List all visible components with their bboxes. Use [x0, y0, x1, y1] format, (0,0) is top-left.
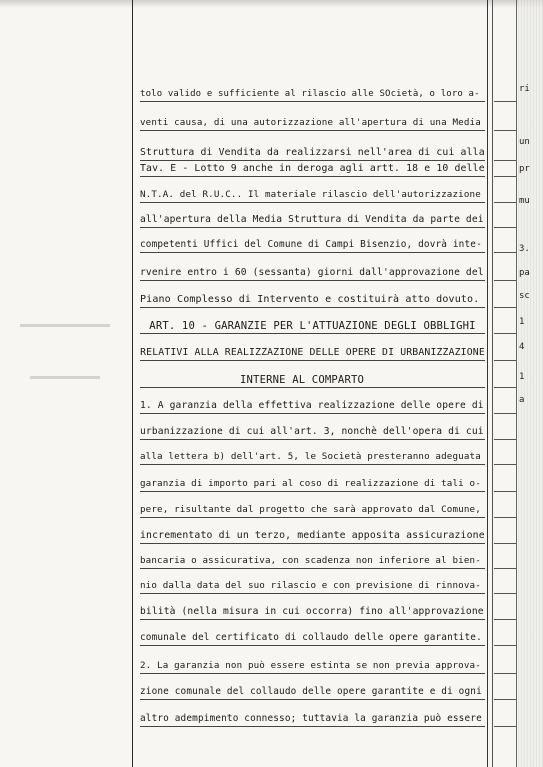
- right-writing-rule: [494, 464, 516, 465]
- writing-rule: [140, 413, 485, 414]
- text-line: Struttura di Vendita da realizzarsi nell'area di cui alla: [140, 147, 485, 158]
- right-writing-rule: [494, 101, 516, 102]
- text-line: 2. La garanzia non può essere estinta se non previa approva-: [140, 660, 481, 671]
- writing-rule: [140, 280, 485, 281]
- right-writing-rule: [494, 593, 516, 594]
- writing-rule: [140, 176, 485, 177]
- right-writing-rule: [494, 726, 516, 727]
- scan-smudge: [20, 324, 110, 327]
- text-line: altro adempimento connesso; tuttavia la garanzia può essere: [140, 713, 482, 724]
- right-writing-rule: [494, 413, 516, 414]
- margin-note: sc: [519, 291, 530, 301]
- article-heading: RELATIVI ALLA REALIZZAZIONE DELLE OPERE DI URBANIZZAZIONE: [140, 347, 485, 358]
- text-line: Piano Complesso di Intervento e costituirà atto dovuto.: [140, 294, 480, 305]
- article-heading: ART. 10 - GARANZIE PER L'ATTUAZIONE DEGLI OBBLIGHI: [149, 320, 476, 332]
- writing-rule: [140, 673, 485, 674]
- writing-rule: [140, 543, 485, 544]
- text-line: rvenire entro i 60 (sessanta) giorni dall'approvazione del: [140, 267, 484, 278]
- text-line: tolo valido e sufficiente al rilascio alle SOcietà, o loro a-: [140, 89, 480, 99]
- margin-note: pr: [519, 164, 530, 174]
- right-writing-rule: [494, 130, 516, 131]
- right-writing-rule: [494, 387, 516, 388]
- text-line: pere, risultante dal progetto che sarà approvato dal Comune,: [140, 504, 481, 515]
- text-line: nio dalla data del suo rilascio e con previsione di rinnova-: [140, 580, 481, 591]
- scan-top-band: [0, 0, 543, 8]
- text-line: urbanizzazione di cui all'art. 3, nonchè dell'opera di cui: [140, 426, 484, 437]
- text-line: Tav. E - Lotto 9 anche in deroga agli artt. 18 e 10 delle: [140, 163, 485, 174]
- text-line: N.T.A. del R.U.C.. Il materiale rilascio dell'autorizzazione: [140, 189, 481, 200]
- writing-rule: [140, 517, 485, 518]
- writing-rule: [140, 202, 485, 203]
- margin-note: 1: [519, 372, 525, 382]
- writing-rule: [140, 726, 485, 727]
- writing-rule: [140, 439, 485, 440]
- left-margin-rule: [132, 0, 133, 767]
- margin-note: ri: [519, 84, 530, 94]
- writing-rule: [140, 307, 485, 308]
- right-margin-rule-3: [516, 0, 517, 767]
- right-writing-rule: [494, 568, 516, 569]
- text-line: incrementato di un terzo, mediante apposita assicurazione: [140, 530, 485, 541]
- margin-note: 3.: [519, 244, 530, 254]
- right-writing-rule: [494, 307, 516, 308]
- margin-note: 1: [519, 317, 525, 327]
- writing-rule: [140, 333, 485, 334]
- text-line: all'apertura della Media Struttura di Vendita da parte dei: [140, 214, 484, 225]
- right-writing-rule: [494, 619, 516, 620]
- right-writing-rule: [494, 252, 516, 253]
- writing-rule: [140, 130, 485, 131]
- text-line: alla lettera b) dell'art. 5, le Società presteranno adeguata: [140, 451, 481, 462]
- right-margin-rule-2: [492, 0, 493, 767]
- right-writing-rule: [494, 280, 516, 281]
- writing-rule: [140, 645, 485, 646]
- right-writing-rule: [494, 543, 516, 544]
- right-writing-rule: [494, 202, 516, 203]
- text-line: 1. A garanzia della effettiva realizzazione delle opere di: [140, 400, 484, 411]
- writing-rule: [140, 699, 485, 700]
- text-line: comunale del certificato di collaudo delle opere garantite.: [140, 632, 482, 643]
- text-line: bancaria o assicurativa, con scadenza non inferiore al bien-: [140, 555, 481, 566]
- text-line: venti causa, di una autorizzazione all'apertura di una Media: [140, 117, 481, 128]
- article-heading: INTERNE AL COMPARTO: [240, 374, 365, 386]
- right-writing-rule: [494, 645, 516, 646]
- right-writing-rule: [494, 333, 516, 334]
- right-writing-rule: [494, 160, 516, 161]
- writing-rule: [140, 593, 485, 594]
- writing-rule: [140, 160, 485, 161]
- right-writing-rule: [494, 176, 516, 177]
- right-writing-rule: [494, 517, 516, 518]
- writing-rule: [140, 360, 485, 361]
- writing-rule: [140, 568, 485, 569]
- margin-note: a: [519, 395, 525, 405]
- writing-rule: [140, 101, 485, 102]
- writing-rule: [140, 252, 485, 253]
- writing-rule: [140, 491, 485, 492]
- right-writing-rule: [494, 491, 516, 492]
- writing-rule: [140, 227, 485, 228]
- scan-smudge: [30, 376, 100, 379]
- text-line: bilità (nella misura in cui occorra) fino all'approvazione: [140, 606, 484, 617]
- margin-note: 4: [519, 342, 525, 352]
- text-line: zione comunale del collaudo delle opere garantite e di ogni: [140, 686, 482, 697]
- right-writing-rule: [494, 439, 516, 440]
- margin-note: mu: [519, 196, 530, 206]
- writing-rule: [140, 619, 485, 620]
- writing-rule: [140, 387, 485, 388]
- right-writing-rule: [494, 699, 516, 700]
- margin-note: pa: [519, 268, 530, 278]
- text-line: garanzia di importo pari al coso di realizzazione di tali o-: [140, 478, 481, 489]
- margin-note: un: [519, 137, 530, 147]
- right-writing-rule: [494, 227, 516, 228]
- writing-rule: [140, 464, 485, 465]
- right-writing-rule: [494, 360, 516, 361]
- text-line: competenti Uffici del Comune di Campi Bisenzio, dovrà inte-: [140, 239, 482, 250]
- right-writing-rule: [494, 673, 516, 674]
- scan-right-shade: [518, 0, 543, 767]
- right-margin-rule: [487, 0, 488, 767]
